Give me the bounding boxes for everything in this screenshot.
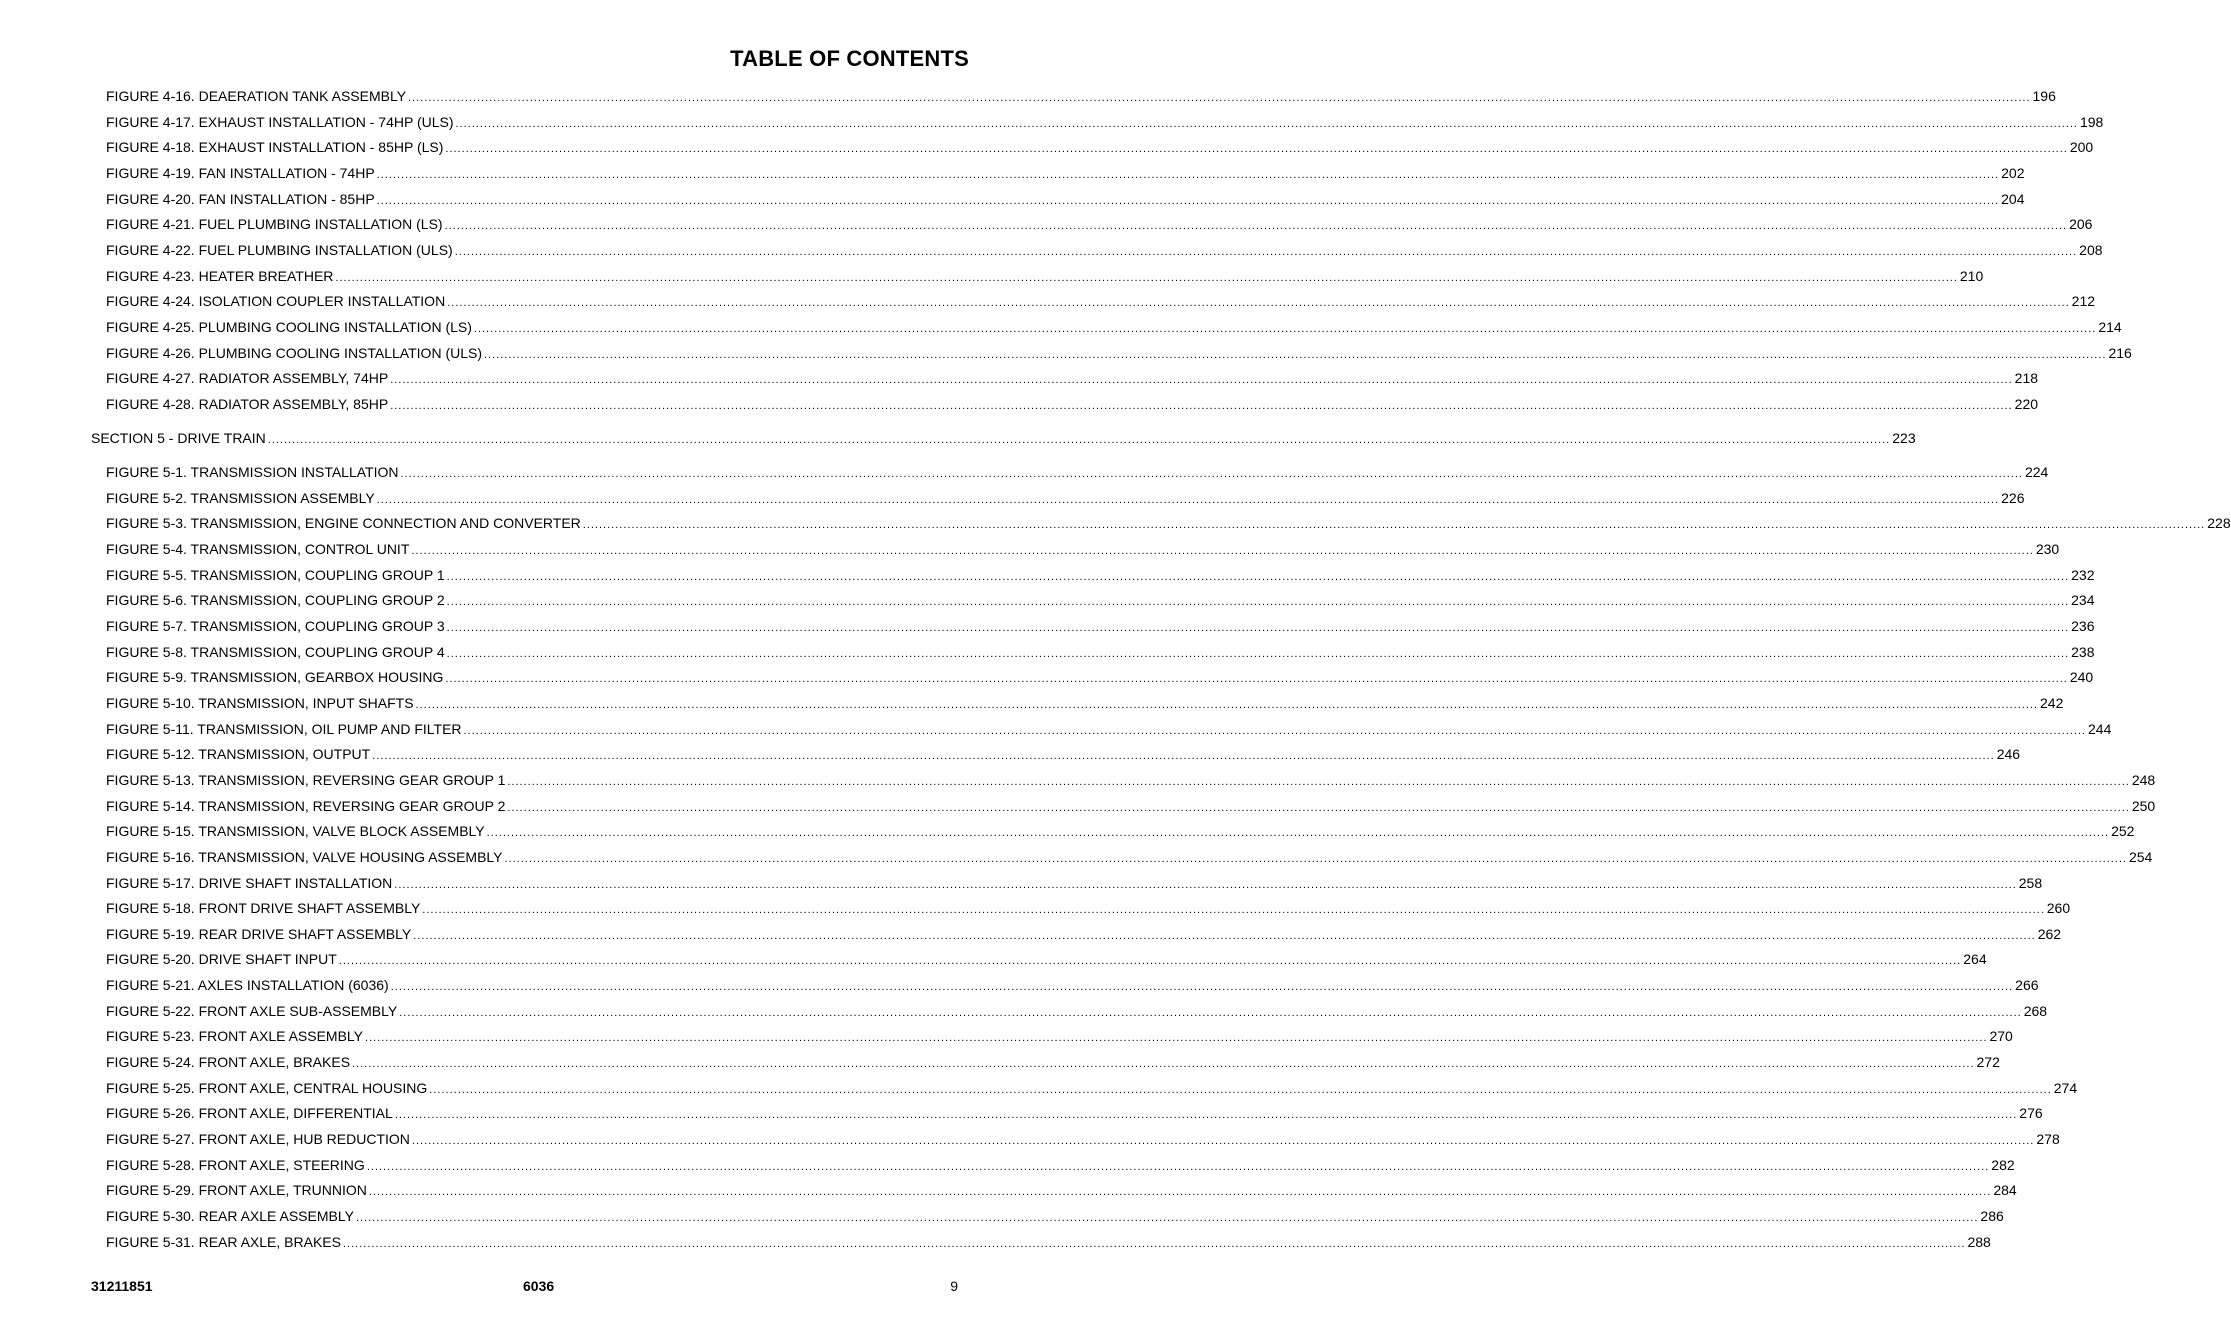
toc-entry-label: FIGURE 4-16. DEAERATION TANK ASSEMBLY: [106, 88, 407, 104]
toc-entry-label: FIGURE 5-14. TRANSMISSION, REVERSING GEAR GROUP 2: [106, 797, 506, 814]
toc-entry-page: 198: [2079, 113, 2104, 130]
toc-dot-leader: ................................................................................................................................................................................................................................................................................................................................................................................................................: [507, 775, 2130, 788]
toc-entry-page: 238: [2071, 643, 2095, 660]
toc-dot-leader: ................................................................................................................................................................................................................................................................................................................................................................................................................: [390, 981, 2014, 994]
toc-entry-label: FIGURE 5-6. TRANSMISSION, COUPLING GROUP 2: [106, 592, 445, 609]
toc-figure-entry[interactable]: [106, 591, 2095, 611]
toc-dot-leader: ................................................................................................................................................................................................................................................................................................................................................................................................................: [390, 374, 2013, 387]
toc-entry-label: FIGURE 5-2. TRANSMISSION ASSEMBLY: [106, 489, 375, 506]
toc-entry-label: FIGURE 5-27. FRONT AXLE, HUB REDUCTION: [106, 1131, 410, 1147]
toc-entry-label: FIGURE 5-7. TRANSMISSION, COUPLING GROUP 3: [106, 618, 445, 634]
toc-entry-label: FIGURE 5-10. TRANSMISSION, INPUT SHAFTS: [106, 694, 414, 711]
toc-dot-leader: ................................................................................................................................................................................................................................................................................................................................................................................................................: [376, 493, 2000, 506]
toc-entry-label: FIGURE 4-28. RADIATOR ASSEMBLY, 85HP: [106, 395, 389, 412]
toc-dot-leader: ................................................................................................................................................................................................................................................................................................................................................................................................................: [342, 1237, 1966, 1250]
toc-figure-entry[interactable]: [106, 694, 2064, 714]
toc-figure-entry[interactable]: [106, 797, 2156, 817]
toc-entry-page: 244: [2088, 720, 2112, 737]
toc-entry-label: FIGURE 5-25. FRONT AXLE, CENTRAL HOUSING: [106, 1079, 428, 1096]
toc-entry-page: 282: [1991, 1156, 2015, 1173]
toc-figure-entry[interactable]: [106, 1104, 2043, 1124]
toc-figure-entry[interactable]: [106, 344, 2132, 364]
toc-dot-leader: ................................................................................................................................................................................................................................................................................................................................................................................................................: [429, 1083, 2052, 1096]
toc-entry-label: FIGURE 5-26. FRONT AXLE, DIFFERENTIAL: [106, 1105, 393, 1122]
toc-figure-entry[interactable]: [106, 241, 2103, 261]
toc-figure-entry[interactable]: [106, 267, 1984, 287]
footer-model: 6036: [523, 1278, 555, 1294]
toc-entry-label: FIGURE 4-25. PLUMBING COOLING INSTALLATION (LS): [106, 318, 472, 335]
toc-dot-leader: ................................................................................................................................................................................................................................................................................................................................................................................................................: [352, 1058, 1975, 1070]
toc-dot-leader: ................................................................................................................................................................................................................................................................................................................................................................................................................: [372, 750, 1995, 763]
toc-figure-entry[interactable]: [106, 514, 2231, 534]
toc-figure-entry[interactable]: [106, 617, 2095, 637]
toc-entry-page: 252: [2111, 823, 2135, 840]
toc-entry-page: 218: [2014, 370, 2039, 387]
toc-figure-entry[interactable]: [106, 874, 2043, 894]
toc-dot-leader: ................................................................................................................................................................................................................................................................................................................................................................................................................: [454, 245, 2078, 258]
toc-figure-entry[interactable]: [106, 215, 2093, 235]
toc-entry-page: 284: [1993, 1182, 2017, 1199]
toc-entry-label: FIGURE 4-27. RADIATOR ASSEMBLY, 74HP: [106, 370, 389, 387]
toc-entry-label: FIGURE 4-19. FAN INSTALLATION - 74HP: [106, 164, 375, 181]
toc-dot-leader: ................................................................................................................................................................................................................................................................................................................................................................................................................: [366, 1160, 1990, 1173]
toc-entry-page: 258: [2018, 874, 2043, 891]
toc-figure-entry[interactable]: [106, 87, 2056, 107]
toc-dot-leader: ................................................................................................................................................................................................................................................................................................................................................................................................................: [413, 929, 2036, 942]
toc-figure-entry[interactable]: [106, 489, 2025, 509]
toc-entry-label: FIGURE 4-20. FAN INSTALLATION - 85HP: [106, 190, 375, 207]
toc-entry-page: 270: [1989, 1028, 2013, 1045]
toc-figure-entry[interactable]: [106, 566, 2095, 586]
toc-figure-entry[interactable]: [106, 1207, 2004, 1227]
toc-entry-label: FIGURE 5-1. TRANSMISSION INSTALLATION: [106, 464, 399, 481]
toc-entry-page: 206: [2069, 216, 2093, 233]
toc-entry-label: FIGURE 5-20. DRIVE SHAFT INPUT: [106, 951, 337, 968]
toc-figure-entry[interactable]: [106, 1002, 2048, 1022]
toc-entry-label: FIGURE 5-23. FRONT AXLE ASSEMBLY: [106, 1028, 364, 1045]
toc-entry-page: 266: [2015, 977, 2039, 994]
toc-entry-page: 196: [2032, 88, 2056, 104]
toc-dot-leader: ................................................................................................................................................................................................................................................................................................................................................................................................................: [408, 92, 2031, 104]
toc-dot-leader: ................................................................................................................................................................................................................................................................................................................................................................................................................: [411, 545, 2034, 557]
toc-entry-label: FIGURE 4-24. ISOLATION COUPLER INSTALLATION: [106, 293, 446, 310]
toc-figure-entry[interactable]: [106, 164, 2025, 184]
toc-dot-leader: ................................................................................................................................................................................................................................................................................................................................................................................................................: [445, 143, 2068, 156]
toc-dot-leader: ................................................................................................................................................................................................................................................................................................................................................................................................................: [400, 468, 2023, 481]
toc-figure-entry[interactable]: [106, 643, 2095, 663]
toc-entry-label: FIGURE 5-9. TRANSMISSION, GEARBOX HOUSING: [106, 669, 444, 686]
toc-dot-leader: ................................................................................................................................................................................................................................................................................................................................................................................................................: [365, 1032, 1988, 1045]
toc-figure-entry[interactable]: [106, 138, 2094, 158]
toc-entry-page: 234: [2071, 592, 2095, 609]
toc-figure-entry[interactable]: [106, 720, 2112, 740]
toc-figure-entry[interactable]: [106, 1156, 2015, 1176]
toc-entry-label: FIGURE 5-12. TRANSMISSION, OUTPUT: [106, 746, 371, 763]
toc-entry-label: FIGURE 4-21. FUEL PLUMBING INSTALLATION (LS): [106, 216, 443, 233]
toc-entry-page: 262: [2037, 925, 2062, 942]
toc-figure-entry[interactable]: [106, 950, 1987, 970]
toc-figure-entry[interactable]: [106, 540, 2060, 560]
toc-dot-leader: ................................................................................................................................................................................................................................................................................................................................................................................................................: [376, 194, 2000, 207]
toc-entry-page: 226: [2001, 489, 2025, 506]
toc-entry-label: FIGURE 5-5. TRANSMISSION, COUPLING GROUP 1: [106, 566, 445, 583]
toc-entry-page: 246: [1996, 746, 2021, 763]
toc-figure-entry[interactable]: [106, 925, 2062, 945]
toc-dot-leader: ................................................................................................................................................................................................................................................................................................................................................................................................................: [447, 297, 2070, 310]
toc-entry-label: FIGURE 5-21. AXLES INSTALLATION (6036): [106, 977, 389, 994]
toc-entry-page: 254: [2128, 848, 2153, 865]
toc-figure-entry[interactable]: [106, 113, 2104, 133]
toc-figure-entry[interactable]: [106, 822, 2135, 842]
toc-dot-leader: ................................................................................................................................................................................................................................................................................................................................................................................................................: [267, 433, 1891, 446]
toc-dot-leader: ................................................................................................................................................................................................................................................................................................................................................................................................................: [445, 673, 2068, 686]
toc-entry-page: 204: [2001, 190, 2025, 207]
toc-figure-entry[interactable]: [106, 668, 2094, 688]
toc-dot-leader: ................................................................................................................................................................................................................................................................................................................................................................................................................: [446, 570, 2070, 583]
toc-entry-label: FIGURE 5-17. DRIVE SHAFT INSTALLATION: [106, 874, 393, 891]
toc-entry-label: FIGURE 5-4. TRANSMISSION, CONTROL UNIT: [106, 541, 410, 557]
toc-entry-page: 232: [2071, 566, 2095, 583]
toc-figure-entry[interactable]: [106, 1079, 2078, 1099]
toc-entry-label: FIGURE 4-23. HEATER BREATHER: [106, 267, 334, 284]
toc-entry-page: 240: [2069, 669, 2094, 686]
page-title: TABLE OF CONTENTS: [730, 46, 969, 71]
toc-entry-page: 200: [2069, 139, 2094, 156]
toc-dot-leader: ................................................................................................................................................................................................................................................................................................................................................................................................................: [444, 220, 2068, 233]
toc-dot-leader: ................................................................................................................................................................................................................................................................................................................................................................................................................: [399, 1006, 2022, 1019]
toc-entry-label: FIGURE 5-13. TRANSMISSION, REVERSING GEAR GROUP 1: [106, 771, 506, 788]
toc-dot-leader: ................................................................................................................................................................................................................................................................................................................................................................................................................: [484, 348, 2107, 361]
toc-figure-entry[interactable]: [106, 318, 2122, 338]
toc-dot-leader: ................................................................................................................................................................................................................................................................................................................................................................................................................: [376, 168, 2000, 181]
toc-entry-label: FIGURE 5-24. FRONT AXLE, BRAKES: [106, 1054, 351, 1070]
toc-figure-entry[interactable]: [106, 1053, 2000, 1073]
toc-entry-label: FIGURE 4-18. EXHAUST INSTALLATION - 85HP (LS): [106, 139, 444, 156]
toc-entry-page: 202: [2001, 164, 2025, 181]
footer-doc-number: 31211851: [91, 1278, 153, 1294]
toc-entry-page: 228: [2207, 515, 2231, 532]
toc-figure-entry[interactable]: [106, 848, 2153, 868]
toc-dot-leader: ................................................................................................................................................................................................................................................................................................................................................................................................................: [455, 117, 2078, 130]
toc-entry-label: SECTION 5 - DRIVE TRAIN: [91, 429, 266, 446]
toc-entry-label: FIGURE 5-8. TRANSMISSION, COUPLING GROUP 4: [106, 643, 445, 660]
toc-entry-page: 223: [1892, 429, 1916, 446]
toc-dot-leader: ................................................................................................................................................................................................................................................................................................................................................................................................................: [368, 1186, 1992, 1199]
toc-entry-label: FIGURE 5-11. TRANSMISSION, OIL PUMP AND FILTER: [106, 720, 462, 737]
toc-entry-page: 212: [2071, 293, 2096, 310]
toc-entry-page: 220: [2014, 395, 2039, 412]
toc-dot-leader: ................................................................................................................................................................................................................................................................................................................................................................................................................: [446, 596, 2070, 609]
toc-entry-page: 268: [2023, 1002, 2048, 1019]
toc-entry-label: FIGURE 5-18. FRONT DRIVE SHAFT ASSEMBLY: [106, 900, 421, 917]
toc-dot-leader: ................................................................................................................................................................................................................................................................................................................................................................................................................: [390, 399, 2013, 412]
toc-entry-page: 274: [2053, 1079, 2078, 1096]
toc-dot-leader: ................................................................................................................................................................................................................................................................................................................................................................................................................: [411, 1135, 2035, 1147]
toc-figure-entry[interactable]: [106, 1027, 2013, 1047]
toc-entry-page: 288: [1967, 1233, 1991, 1250]
toc-entry-page: 260: [2046, 900, 2071, 917]
toc-dot-leader: ................................................................................................................................................................................................................................................................................................................................................................................................................: [335, 271, 1958, 284]
toc-figure-entry[interactable]: [106, 771, 2156, 791]
toc-dot-leader: ................................................................................................................................................................................................................................................................................................................................................................................................................: [394, 878, 2017, 891]
toc-entry-label: FIGURE 4-17. EXHAUST INSTALLATION - 74HP (ULS): [106, 113, 454, 130]
toc-entry-label: FIGURE 5-19. REAR DRIVE SHAFT ASSEMBLY: [106, 925, 412, 942]
toc-entry-label: FIGURE 5-16. TRANSMISSION, VALVE HOUSING ASSEMBLY: [106, 848, 503, 865]
toc-entry-page: 216: [2108, 344, 2132, 361]
toc-entry-page: 276: [2019, 1105, 2043, 1122]
toc-dot-leader: ................................................................................................................................................................................................................................................................................................................................................................................................................: [338, 955, 1962, 968]
toc-dot-leader: ................................................................................................................................................................................................................................................................................................................................................................................................................: [415, 698, 2039, 711]
toc-entry-page: 250: [2131, 797, 2156, 814]
toc-dot-leader: ................................................................................................................................................................................................................................................................................................................................................................................................................: [473, 322, 2097, 335]
toc-figure-entry[interactable]: [106, 1130, 2060, 1150]
toc-entry-page: 236: [2071, 618, 2095, 634]
toc-entry-page: 224: [2024, 464, 2049, 481]
toc-entry-label: FIGURE 4-22. FUEL PLUMBING INSTALLATION (ULS): [106, 241, 453, 258]
toc-figure-entry[interactable]: [106, 292, 2096, 312]
toc-dot-leader: ................................................................................................................................................................................................................................................................................................................................................................................................................: [446, 622, 2070, 634]
toc-entry-page: 242: [2040, 694, 2064, 711]
toc-section-entry[interactable]: [91, 429, 1916, 449]
toc-dot-leader: ................................................................................................................................................................................................................................................................................................................................................................................................................: [486, 827, 2110, 840]
toc-entry-label: FIGURE 5-22. FRONT AXLE SUB-ASSEMBLY: [106, 1002, 398, 1019]
toc-dot-leader: ................................................................................................................................................................................................................................................................................................................................................................................................................: [422, 904, 2045, 917]
toc-entry-label: FIGURE 5-3. TRANSMISSION, ENGINE CONNECTION AND CONVERTER: [106, 515, 581, 532]
toc-dot-leader: ................................................................................................................................................................................................................................................................................................................................................................................................................: [504, 852, 2127, 865]
toc-entry-label: FIGURE 5-28. FRONT AXLE, STEERING: [106, 1156, 365, 1173]
toc-figure-entry[interactable]: [106, 463, 2049, 483]
toc-entry-page: 208: [2079, 241, 2103, 258]
toc-dot-leader: ................................................................................................................................................................................................................................................................................................................................................................................................................: [355, 1211, 1979, 1224]
toc-entry-label: FIGURE 5-15. TRANSMISSION, VALVE BLOCK ASSEMBLY: [106, 823, 485, 840]
toc-entry-page: 210: [1959, 267, 1984, 284]
toc-figure-entry[interactable]: [106, 1233, 1991, 1253]
toc-entry-label: FIGURE 5-30. REAR AXLE ASSEMBLY: [106, 1207, 354, 1224]
toc-figure-entry[interactable]: [106, 1181, 2017, 1201]
toc-entry-label: FIGURE 5-29. FRONT AXLE, TRUNNION: [106, 1182, 367, 1199]
toc-entry-page: 214: [2098, 318, 2122, 335]
toc-dot-leader: ................................................................................................................................................................................................................................................................................................................................................................................................................: [582, 519, 2206, 532]
toc-figure-entry[interactable]: [106, 190, 2025, 210]
toc-figure-entry[interactable]: [106, 745, 2021, 765]
page-footer: [0, 1278, 1024, 1298]
toc-entry-page: 248: [2131, 771, 2156, 788]
toc-dot-leader: ................................................................................................................................................................................................................................................................................................................................................................................................................: [463, 724, 2086, 737]
toc-figure-entry[interactable]: [106, 369, 2039, 389]
toc-entry-page: 264: [1963, 951, 1987, 968]
footer-page-number: 9: [950, 1278, 958, 1294]
toc-dot-leader: ................................................................................................................................................................................................................................................................................................................................................................................................................: [394, 1109, 2018, 1122]
toc-entry-page: 230: [2035, 541, 2060, 557]
toc-entry-label: FIGURE 4-26. PLUMBING COOLING INSTALLATION (ULS): [106, 344, 482, 361]
toc-figure-entry[interactable]: [106, 899, 2071, 919]
toc-figure-entry[interactable]: [106, 395, 2039, 415]
toc-entry-label: FIGURE 5-31. REAR AXLE, BRAKES: [106, 1233, 341, 1250]
toc-entry-page: 272: [1976, 1054, 2000, 1070]
toc-entry-page: 286: [1980, 1207, 2004, 1224]
toc-dot-leader: ................................................................................................................................................................................................................................................................................................................................................................................................................: [446, 647, 2070, 660]
toc-entry-page: 278: [2036, 1131, 2060, 1147]
toc-figure-entry[interactable]: [106, 976, 2039, 996]
toc-dot-leader: ................................................................................................................................................................................................................................................................................................................................................................................................................: [507, 801, 2130, 814]
